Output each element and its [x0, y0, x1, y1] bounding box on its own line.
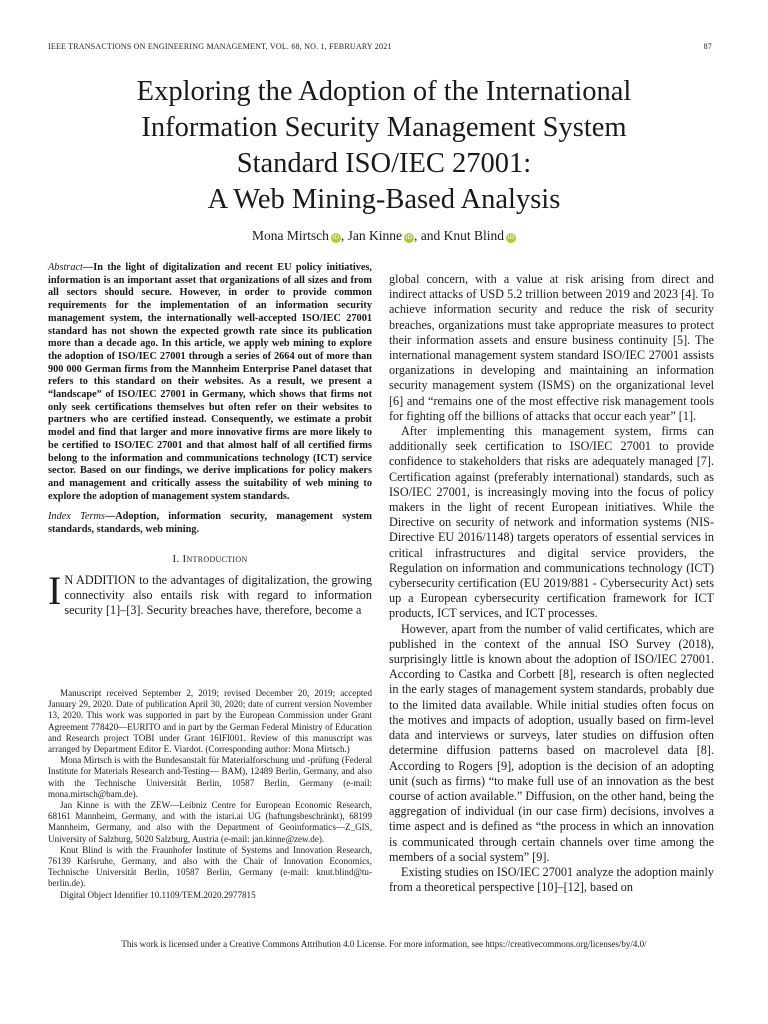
paper-title [40, 74, 728, 218]
footnote-affiliation: Mona Mirtsch is with the Bundesanstalt für Materialforschung und -prüfung (Federal Institute for Materials Research and-Testing— BAM), 12489 Berlin, Germany, and also with the Technische Universität Berlin, 10587 Berlin, Germany (e-mail: mona.mirtsch@bam.de). [48, 755, 372, 799]
author-separator: , and [413, 228, 444, 243]
index-terms-label: Index Terms [48, 511, 105, 523]
body-paragraph: global concern, with a value at risk arising from direct and indirect attacks of USD 5.2 trillion between 2019 and 2023 [4]. To achieve information security and reduce the risk of security breaches, organizations must take appropriate measures to protect their information assets and ensure business continuity [5]. The international management system standard ISO/IEC 27001 assists organizations in developing and maintaining an information security management system (ISMS) on the organizational level [6] and “remains one of the most effective risk management tools for fighting off the billions of attacks that occur each year” [1]. [389, 272, 714, 423]
abstract-text: —In the light of digitalization and recent EU policy initiatives, information is an important asset that organizations of all sizes and from all sectors should secure. However, in order to provide common requirements for the implementation of an information security management system, the internationally well-accepted ISO/IEC 27001 standard has not shown the expected growth rate since its publication more than a decade ago. In this article, we apply web mining to explore the adoption of ISO/IEC 27001 through a series of 2664 out of more than 900 000 German firms from the Mannheim Enterprise Panel dataset that refers to this standard on their websites. As a result, we present a “landscape” of ISO/IEC 27001 in Germany, which shows that firms not only seek certifications themselves but often refer on their websites to partners who are certified instead. Consequently, we estimate a probit model and find that larger and more innovative firms are more likely to be certified to ISO/IEC 27001 and that almost half of all certified firms belong to the information and communications technology (ICT) service sector. Based on our findings, we derive implications for policy makers and management and critically assess the suitability of web mining to explore the adoption of management system standards. [48, 262, 372, 502]
intro-paragraph [48, 567, 373, 619]
title-line-3: Standard ISO/IEC 27001: [236, 148, 532, 179]
body-paragraph: Existing studies on ISO/IEC 27001 analyze the adoption mainly from a theoretical perspective [10]–[12], based on [389, 864, 714, 895]
running-header [48, 42, 712, 51]
drop-cap: I [48, 567, 62, 613]
section-heading [48, 553, 372, 565]
footnote-affiliation: Knut Blind is with the Fraunhofer Institute of Systems and Innovation Research, 76139 Karlsruhe, Germany, and also with the Chair of Innovation Economics, Technische Universität Berlin, 10587 Berlin, Germany (e-mail: knut.blind@tu-berlin.de). [48, 844, 372, 889]
page-number: 87 [703, 42, 712, 51]
title-line-1: Exploring the Adoption of the International [136, 76, 632, 107]
author-name: Jan Kinne [347, 228, 402, 243]
abstract [48, 262, 372, 503]
footnote-affiliation: Jan Kinne is with the ZEW—Leibniz Centre for European Economic Research, 68161 Mannheim, Germany, and with the istari.ai UG (haftungsbeschränkt), 68199 Mannheim, Germany, and also with the Department of Geoinformatics—Z_GIS, University of Salzburg, 5020 Salzburg, Austria (e-mail: jan.kinne@zew.de). [48, 800, 372, 844]
index-terms-text: —Adoption, information security, management system standards, standards, web mining. [48, 511, 373, 536]
orcid-icon[interactable]: iD [332, 234, 339, 241]
author-name: Knut Blind [443, 228, 504, 243]
index-terms [48, 511, 372, 536]
right-column [389, 272, 714, 895]
footnote-manuscript: Manuscript received September 2, 2019; revised December 20, 2019; accepted January 29, 2020. Date of publication April 30, 2020; date of current version November 13, 2020. This work was supported in part by the European Commission under Grant Agreement 778420—EURITO and in part by the German Federal Ministry of Education and Research project TOBI under Grant 16IFI001. Review of this manuscript was arranged by Department Editor E. Viardot. (Corresponding author: Mona Mirtsch.) [48, 688, 372, 755]
author-list [0, 228, 768, 244]
author-name: Mona Mirtsch [251, 228, 329, 243]
section-title: Introduction [182, 552, 248, 565]
intro-text: to the advantages of digitalization, the growing connectivity also entails risk with regard to information security [1]–[3]. Security breaches have, therefore, become a [64, 572, 373, 618]
intro-lead: N ADDITION [64, 572, 136, 587]
abstract-label: Abstract [48, 262, 83, 273]
title-line-4: A Web Mining-Based Analysis [207, 184, 561, 215]
journal-name: IEEE TRANSACTIONS ON ENGINEERING MANAGEMENT, VOL. 68, NO. 1, FEBRUARY 2021 [48, 42, 392, 51]
footnotes [48, 688, 372, 901]
orcid-icon[interactable]: iD [507, 234, 515, 241]
left-column [48, 262, 372, 618]
orcid-icon[interactable]: iD [405, 234, 413, 241]
title-line-2: Information Security Management System [141, 112, 627, 143]
body-paragraph: However, apart from the number of valid certificates, which are published in the context of the annual ISO Survey (2018), surprisingly little is known about the adoption of ISO/IEC 27001. According to Castka and Corbett [8], research is often neglected in the early stages of management system standards, probably due to the limited data available. While initial studies often focus on the motives and impacts of adoption, usually based on firm-level data and interviews or surveys, later studies on diffusion often determine diffusion patterns based on macrolevel data [8]. According to Rogers [9], adoption is the decision of an adopting unit (such as firms) “to make full use of an innovation as the best course of action available.” Diffusion, on the other hand, being the aggregation of individual (in our case firm) decisions, involves a time aspect and is defined as “the process in which an innovation is communicated through certain channels over time among the members of a social system” [9]. [389, 621, 715, 864]
body-paragraph: After implementing this management system, firms can additionally seek certification to ISO/IEC 27001 to provide confidence to stakeholders that risks are adequately managed [7]. Certification against (preferably international) standards, such as ISO/IEC 27001, is increasingly moving into the focus of policy makers in the light of recent European initiatives. While the Directive on security of network and information systems (NIS-Directive EU 2016/1148) targets operators of essential services in critical infrastructures and digital service providers, the Regulation on information and communications technology (ICT) cybersecurity certification (EU 2019/881 - Cybersecurity Act) sets up a European cybersecurity certification framework for ICT products, ICT services, and ICT processes. [389, 424, 714, 621]
section-number: I. [172, 552, 180, 565]
doi-link[interactable]: Digital Object Identifier 10.1109/TEM.2020.2977815 [60, 889, 256, 900]
author-separator: , [340, 228, 348, 243]
license-notice: This work is licensed under a Creative Commons Attribution 4.0 License. For more information, see https://creativecommons.org/licenses/by/4.0/ [121, 939, 647, 949]
